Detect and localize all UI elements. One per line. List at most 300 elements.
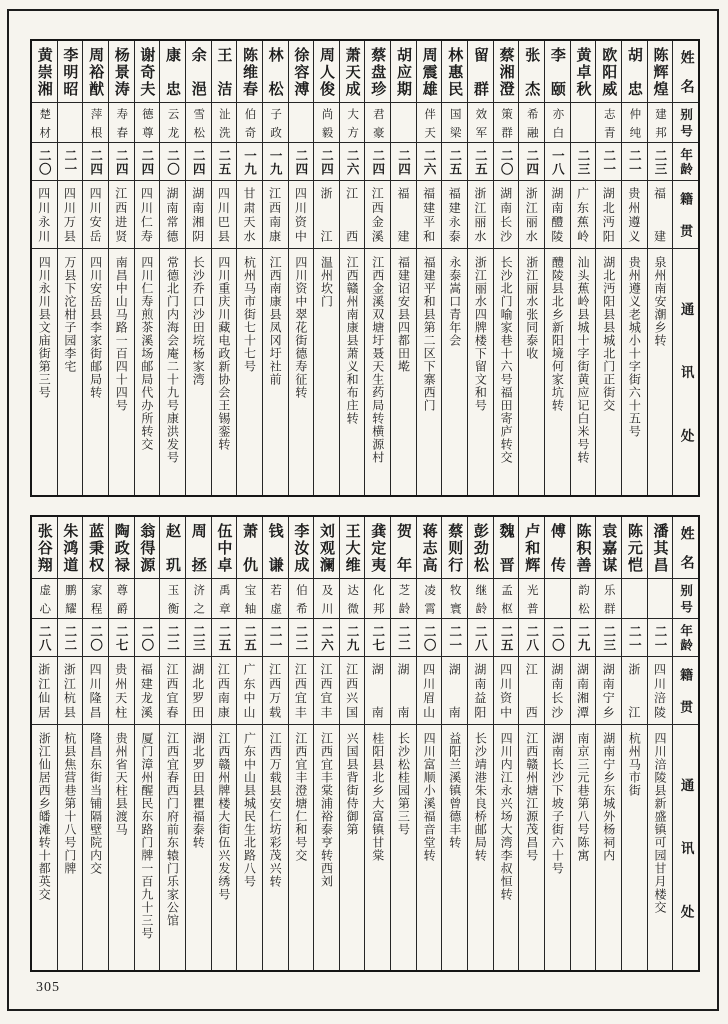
entry-column: [262, 517, 288, 970]
entry-address-text: 江西赣州南康县萧义和布庄转: [345, 256, 360, 425]
entry-native-text: 四川安岳: [88, 187, 103, 242]
entry-alias-cell: [263, 579, 288, 619]
entry-age-text: 二二: [293, 624, 308, 651]
entry-age-text: 二七: [114, 624, 129, 651]
entry-age-cell: [186, 143, 211, 181]
entry-alias-cell: [596, 579, 621, 619]
entry-native-cell: [58, 657, 83, 725]
entry-address-text: 江西宜丰澄塘仁和号交: [293, 732, 308, 862]
entry-alias-cell: [160, 103, 185, 143]
entry-native-text: 湖南益阳: [472, 663, 487, 718]
entry-address-text: 汕头蕉岭县城十字街黄应记白米号转: [576, 256, 591, 464]
entry-age-cell: [391, 619, 416, 657]
header-age-cell: [673, 619, 698, 657]
entry-native-cell: [648, 181, 673, 249]
entry-address-cell: [186, 249, 211, 495]
entry-name-cell: [237, 41, 262, 103]
entry-address-cell: [160, 249, 185, 495]
entry-address-cell: [314, 249, 339, 495]
directory-table-top: [30, 39, 700, 497]
entry-age-cell: [314, 619, 339, 657]
entry-native-cell: [571, 181, 596, 249]
header-native-cell: [673, 181, 698, 249]
entry-address-text: 长沙松桂园第三号: [396, 732, 411, 836]
entry-name-text: 林惠民: [446, 47, 463, 96]
entry-native-text: 福建平和: [421, 187, 436, 242]
entry-column: [493, 41, 519, 495]
entry-native-cell: [468, 657, 493, 725]
entry-alias-text: 仲纯: [628, 107, 641, 138]
entry-age-cell: [468, 619, 493, 657]
entry-age-text: 二三: [601, 624, 616, 651]
entry-alias-cell: [391, 579, 416, 619]
entry-alias-cell: [237, 579, 262, 619]
entry-address-cell: [32, 249, 57, 495]
entry-address-cell: [545, 249, 570, 495]
entry-alias-text: 希融: [525, 107, 538, 138]
entry-address-text: 福建诏安县四都田墘: [396, 256, 411, 373]
entry-name-cell: [83, 517, 108, 579]
entry-alias-text: 继龄: [474, 583, 487, 614]
entry-alias-text: 德尊: [140, 107, 153, 138]
entry-age-cell: [622, 143, 647, 181]
entry-age-text: 二四: [319, 148, 334, 175]
entry-address-cell: [648, 249, 673, 495]
entry-alias-text: 云龙: [166, 107, 179, 138]
header-native-label: 籍贯: [678, 192, 694, 237]
entry-alias-text: 效军: [474, 107, 487, 138]
entry-alias-text: 达微: [346, 583, 359, 614]
entry-column: [339, 517, 365, 970]
entry-native-cell: [109, 181, 134, 249]
entry-column: [647, 517, 673, 970]
entry-alias-cell: [468, 103, 493, 143]
entry-column: [236, 41, 262, 495]
entry-name-text: 张谷翔: [35, 523, 52, 572]
entry-native-cell: [212, 657, 237, 725]
entry-native-cell: [571, 657, 596, 725]
header-address-cell: [673, 725, 698, 970]
entry-address-text: 浙江仙居西乡皤滩转十都英交: [37, 732, 52, 901]
entry-name-cell: [545, 41, 570, 103]
entry-name-cell: [519, 517, 544, 579]
entry-age-cell: [648, 619, 673, 657]
entry-age-cell: [212, 619, 237, 657]
entry-name-cell: [135, 41, 160, 103]
entry-native-cell: [417, 181, 442, 249]
entry-native-text: 四川资中: [293, 187, 308, 242]
entry-column: [621, 41, 647, 495]
entry-alias-text: 及川: [320, 583, 333, 614]
entry-name-text: 胡应期: [394, 47, 411, 96]
entry-native-text: 江西南康: [216, 663, 231, 718]
entry-alias-cell: [109, 579, 134, 619]
entry-age-cell: [263, 619, 288, 657]
entry-native-cell: [135, 657, 160, 725]
entry-age-cell: [468, 143, 493, 181]
entry-native-text: 浙江: [626, 663, 641, 718]
entry-native-cell: [340, 181, 365, 249]
entry-column: [134, 41, 160, 495]
entry-address-cell: [442, 725, 467, 970]
entry-column: [518, 41, 544, 495]
entry-alias-cell: [519, 103, 544, 143]
entry-address-cell: [571, 249, 596, 495]
entry-column: [467, 517, 493, 970]
entry-name-cell: [545, 517, 570, 579]
entry-native-text: 江西万载: [267, 663, 282, 718]
entry-address-text: 江西金溪双塘圩聂天生药局转横源村: [370, 256, 385, 464]
entry-name-cell: [289, 41, 314, 103]
entry-address-text: 贵州遵义老城小十字街六十五号: [627, 256, 642, 438]
entry-name-text: 周震雄: [420, 47, 437, 96]
entry-name-text: 蔡盘珍: [369, 47, 386, 96]
entry-native-text: 湖南长沙: [498, 187, 513, 242]
entry-native-text: 浙江仙居: [36, 663, 51, 718]
entry-address-cell: [442, 249, 467, 495]
entry-address-cell: [58, 725, 83, 970]
entry-address-cell: [494, 249, 519, 495]
entry-native-cell: [135, 181, 160, 249]
header-name-cell: [673, 41, 698, 103]
entry-address-cell: [519, 249, 544, 495]
entry-column: [544, 41, 570, 495]
entry-age-cell: [545, 143, 570, 181]
entry-age-text: 二四: [396, 148, 411, 175]
entry-age-cell: [545, 619, 570, 657]
entry-age-text: 二三: [653, 148, 668, 175]
entry-native-text: 湖南湘潭: [575, 663, 590, 718]
page-number: 305: [36, 980, 60, 995]
entry-column: [441, 517, 467, 970]
entry-native-text: 浙江杭县: [62, 663, 77, 718]
entry-name-cell: [596, 517, 621, 579]
entry-address-cell: [289, 249, 314, 495]
header-native-label: 籍贯: [678, 668, 694, 713]
entry-age-cell: [340, 619, 365, 657]
entry-age-cell: [212, 143, 237, 181]
entry-alias-cell: [32, 579, 57, 619]
entry-age-text: 二六: [319, 624, 334, 651]
entry-native-cell: [442, 657, 467, 725]
entry-name-text: 黄卓秋: [574, 47, 591, 96]
entry-native-cell: [58, 181, 83, 249]
entry-name-cell: [417, 41, 442, 103]
entry-native-cell: [545, 181, 570, 249]
entry-age-cell: [135, 143, 160, 181]
entry-native-text: 四川涪陵: [652, 663, 667, 718]
entry-address-text: 泉州南安潮乡转: [653, 256, 668, 347]
entry-age-cell: [83, 619, 108, 657]
entry-alias-cell: [340, 579, 365, 619]
entry-address-cell: [135, 725, 160, 970]
entry-column: [518, 517, 544, 970]
header-alias-label: 别号: [678, 108, 693, 137]
entry-alias-text: 国梁: [448, 107, 461, 138]
entry-native-cell: [365, 657, 390, 725]
entry-name-cell: [263, 517, 288, 579]
entry-alias-text: 虚心: [38, 583, 51, 614]
header-name-cell: [673, 517, 698, 579]
entry-address-cell: [186, 725, 211, 970]
entry-name-cell: [314, 41, 339, 103]
entry-alias-text: 芝龄: [397, 583, 410, 614]
entry-native-cell: [289, 657, 314, 725]
header-age-label: 年龄: [678, 148, 693, 175]
entry-address-text: 长沙乔口沙田垸杨家湾: [191, 256, 206, 386]
entry-native-cell: [442, 181, 467, 249]
entry-address-text: 杭州马市街: [627, 732, 642, 797]
entry-native-text: 江西宜春: [165, 663, 180, 718]
entry-address-text: 常德北门内海会庵二十九号康洪发号: [165, 256, 180, 464]
entry-native-cell: [648, 657, 673, 725]
entry-age-text: 二一: [62, 148, 77, 175]
entry-native-text: 江西: [524, 663, 539, 718]
entry-name-cell: [340, 41, 365, 103]
entry-column: [57, 517, 83, 970]
entry-address-cell: [340, 725, 365, 970]
entry-name-cell: [135, 517, 160, 579]
entry-alias-text: 伯奇: [243, 107, 256, 138]
entry-alias-text: 建邦: [654, 107, 667, 138]
entry-age-text: 二一: [268, 624, 283, 651]
entry-address-cell: [391, 249, 416, 495]
entry-native-text: 四川永川: [36, 187, 51, 242]
entry-name-cell: [442, 41, 467, 103]
entry-name-cell: [468, 517, 493, 579]
entry-name-cell: [109, 517, 134, 579]
entry-address-text: 贵州省天柱县渡马: [114, 732, 129, 836]
entry-native-cell: [340, 657, 365, 725]
entry-address-text: 福建平和县第二区下寨西门: [422, 256, 437, 412]
entry-age-text: 二四: [370, 148, 385, 175]
entry-address-text: 桂阳县北乡大富镇甘棠: [370, 732, 385, 862]
entry-name-cell: [263, 41, 288, 103]
entry-alias-cell: [648, 103, 673, 143]
entry-address-cell: [263, 725, 288, 970]
entry-address-text: 醴陵县北乡新阳境何家坑转: [550, 256, 565, 412]
directory-table-bottom: [30, 515, 700, 972]
entry-name-cell: [494, 41, 519, 103]
entry-address-cell: [212, 249, 237, 495]
entry-name-text: 钱谦: [266, 523, 283, 572]
entry-age-text: 二七: [370, 624, 385, 651]
entry-address-text: 四川永川县文庙街第三号: [37, 256, 52, 399]
entry-address-text: 万县下沱柑子园李宅: [62, 256, 77, 373]
entry-alias-cell: [468, 579, 493, 619]
entry-column: [493, 517, 519, 970]
entry-native-cell: [237, 657, 262, 725]
entry-address-cell: [365, 249, 390, 495]
entry-address-text: 四川涪陵县新盛镇可园甘月楼交: [653, 732, 668, 914]
entry-column: [32, 41, 57, 495]
entry-name-text: 翁得源: [138, 523, 155, 572]
entry-column: [288, 517, 314, 970]
entry-alias-cell: [340, 103, 365, 143]
entry-column: [364, 41, 390, 495]
entry-alias-cell: [135, 103, 160, 143]
entry-native-text: 贵州遵义: [626, 187, 641, 242]
entry-address-cell: [237, 725, 262, 970]
entry-name-text: 蔡则行: [446, 523, 463, 572]
entry-age-text: 二五: [473, 148, 488, 175]
entry-alias-cell: [442, 579, 467, 619]
entry-age-cell: [648, 143, 673, 181]
entry-native-text: 广东蕉岭: [575, 187, 590, 242]
entry-name-cell: [571, 41, 596, 103]
entry-alias-cell: [263, 103, 288, 143]
entry-name-text: 张杰: [523, 47, 540, 96]
entry-age-text: 二一: [447, 624, 462, 651]
entry-age-text: 二八: [473, 624, 488, 651]
entry-alias-text: 光普: [525, 583, 538, 614]
entry-native-cell: [160, 657, 185, 725]
entry-address-cell: [417, 249, 442, 495]
header-native-cell: [673, 657, 698, 725]
entry-column: [159, 41, 185, 495]
entry-address-cell: [237, 249, 262, 495]
entry-column: [82, 517, 108, 970]
entry-native-cell: [32, 657, 57, 725]
entry-name-text: 彭劲松: [471, 523, 488, 572]
entry-age-cell: [32, 619, 57, 657]
entry-alias-text: 志青: [602, 107, 615, 138]
entry-name-text: 刘观澜: [317, 523, 334, 572]
entry-address-cell: [648, 725, 673, 970]
header-alias-label: 别号: [678, 584, 693, 613]
entry-age-cell: [58, 143, 83, 181]
entry-native-text: 浙江: [318, 187, 333, 242]
entry-native-text: 浙江丽水: [472, 187, 487, 242]
entry-name-cell: [32, 41, 57, 103]
entry-native-cell: [32, 181, 57, 249]
entry-age-text: 二五: [216, 624, 231, 651]
entry-age-text: 二一: [653, 624, 668, 651]
entry-alias-text: 牧寰: [448, 583, 461, 614]
header-address-label: 通讯处: [678, 302, 694, 442]
entry-name-text: 朱鸿道: [61, 523, 78, 572]
entry-name-cell: [442, 517, 467, 579]
entry-age-text: 二四: [524, 148, 539, 175]
entry-name-cell: [212, 41, 237, 103]
entry-name-text: 徐容溥: [292, 47, 309, 96]
entry-native-text: 湖南: [395, 663, 410, 718]
entry-native-text: 湖南宁乡: [601, 663, 616, 718]
entry-name-cell: [596, 41, 621, 103]
entry-name-text: 萧天成: [343, 47, 360, 96]
entry-column: [467, 41, 493, 495]
entry-address-text: 四川仁寿煎茶溪场邮局代办所转交: [139, 256, 154, 451]
entry-column: [441, 41, 467, 495]
entry-name-cell: [109, 41, 134, 103]
entry-age-cell: [135, 619, 160, 657]
entry-alias-cell: [289, 103, 314, 143]
entry-age-text: 二二: [62, 624, 77, 651]
entry-native-cell: [417, 657, 442, 725]
entry-native-cell: [160, 181, 185, 249]
entry-address-text: 江西宜春西门府前东辕门乐家公馆: [165, 732, 180, 927]
entry-age-text: 一八: [550, 148, 565, 175]
entry-address-cell: [314, 725, 339, 970]
entry-address-cell: [519, 725, 544, 970]
entry-age-text: 二三: [191, 624, 206, 651]
entry-address-cell: [340, 249, 365, 495]
entry-alias-cell: [314, 579, 339, 619]
entry-name-text: 林松: [266, 47, 283, 96]
entry-native-text: 江西金溪: [370, 187, 385, 242]
entry-alias-text: 尊爵: [115, 583, 128, 614]
entry-address-cell: [391, 725, 416, 970]
entry-address-cell: [622, 725, 647, 970]
entry-age-cell: [83, 143, 108, 181]
entry-address-cell: [263, 249, 288, 495]
entry-address-text: 长沙靖港朱良桥邮局转: [473, 732, 488, 862]
entry-age-cell: [596, 619, 621, 657]
entry-alias-text: 乐群: [602, 583, 615, 614]
entry-age-cell: [391, 143, 416, 181]
entry-alias-cell: [58, 103, 83, 143]
entry-alias-text: 化邦: [371, 583, 384, 614]
entry-age-text: 二二: [165, 624, 180, 651]
entry-address-cell: [160, 725, 185, 970]
entry-address-text: 江西万载县安仁坊彩茂兴转: [268, 732, 283, 888]
entry-age-text: 二〇: [550, 624, 565, 651]
entry-age-cell: [571, 143, 596, 181]
entry-age-cell: [32, 143, 57, 181]
entry-alias-cell: [186, 579, 211, 619]
entry-alias-text: 沚洗: [217, 107, 230, 138]
entry-address-text: 浙江丽水四牌楼下留文和号: [473, 256, 488, 412]
entry-native-text: 湖北罗田: [190, 663, 205, 718]
entry-alias-text: 鹏耀: [63, 583, 76, 614]
entry-column: [108, 41, 134, 495]
entry-name-cell: [391, 517, 416, 579]
entry-column: [570, 41, 596, 495]
entry-alias-cell: [494, 579, 519, 619]
entry-address-text: 温州坎门: [319, 256, 334, 308]
entry-address-text: 四川富顺小溪福音堂转: [422, 732, 437, 862]
entry-name-cell: [365, 517, 390, 579]
header-name-label: 姓名: [678, 526, 694, 569]
entry-address-cell: [596, 249, 621, 495]
entry-address-text: 广东中山县城民生北路八号: [242, 732, 257, 888]
entry-alias-cell: [289, 579, 314, 619]
entry-name-text: 余浥: [189, 47, 206, 96]
entry-age-cell: [519, 143, 544, 181]
header-address-label: 通讯处: [678, 777, 694, 918]
entry-native-cell: [622, 657, 647, 725]
entry-column: [595, 41, 621, 495]
entry-native-cell: [391, 657, 416, 725]
entry-native-text: 福建: [652, 187, 667, 242]
entry-age-text: 二五: [242, 624, 257, 651]
entry-age-cell: [365, 619, 390, 657]
entry-native-text: 江西进贤: [113, 187, 128, 242]
header-alias-cell: [673, 579, 698, 619]
entry-address-text: 江西南康县凤冈圩社前: [268, 256, 283, 386]
entry-alias-cell: [417, 103, 442, 143]
entry-name-text: 周人俊: [317, 47, 334, 96]
entry-age-text: 二三: [576, 148, 591, 175]
entry-name-cell: [32, 517, 57, 579]
entry-column: [621, 517, 647, 970]
entry-native-text: 江西: [344, 187, 359, 242]
entry-column: [211, 517, 237, 970]
entry-address-cell: [212, 725, 237, 970]
entry-name-cell: [648, 41, 673, 103]
entry-address-cell: [622, 249, 647, 495]
entry-name-text: 陈维春: [241, 47, 258, 96]
